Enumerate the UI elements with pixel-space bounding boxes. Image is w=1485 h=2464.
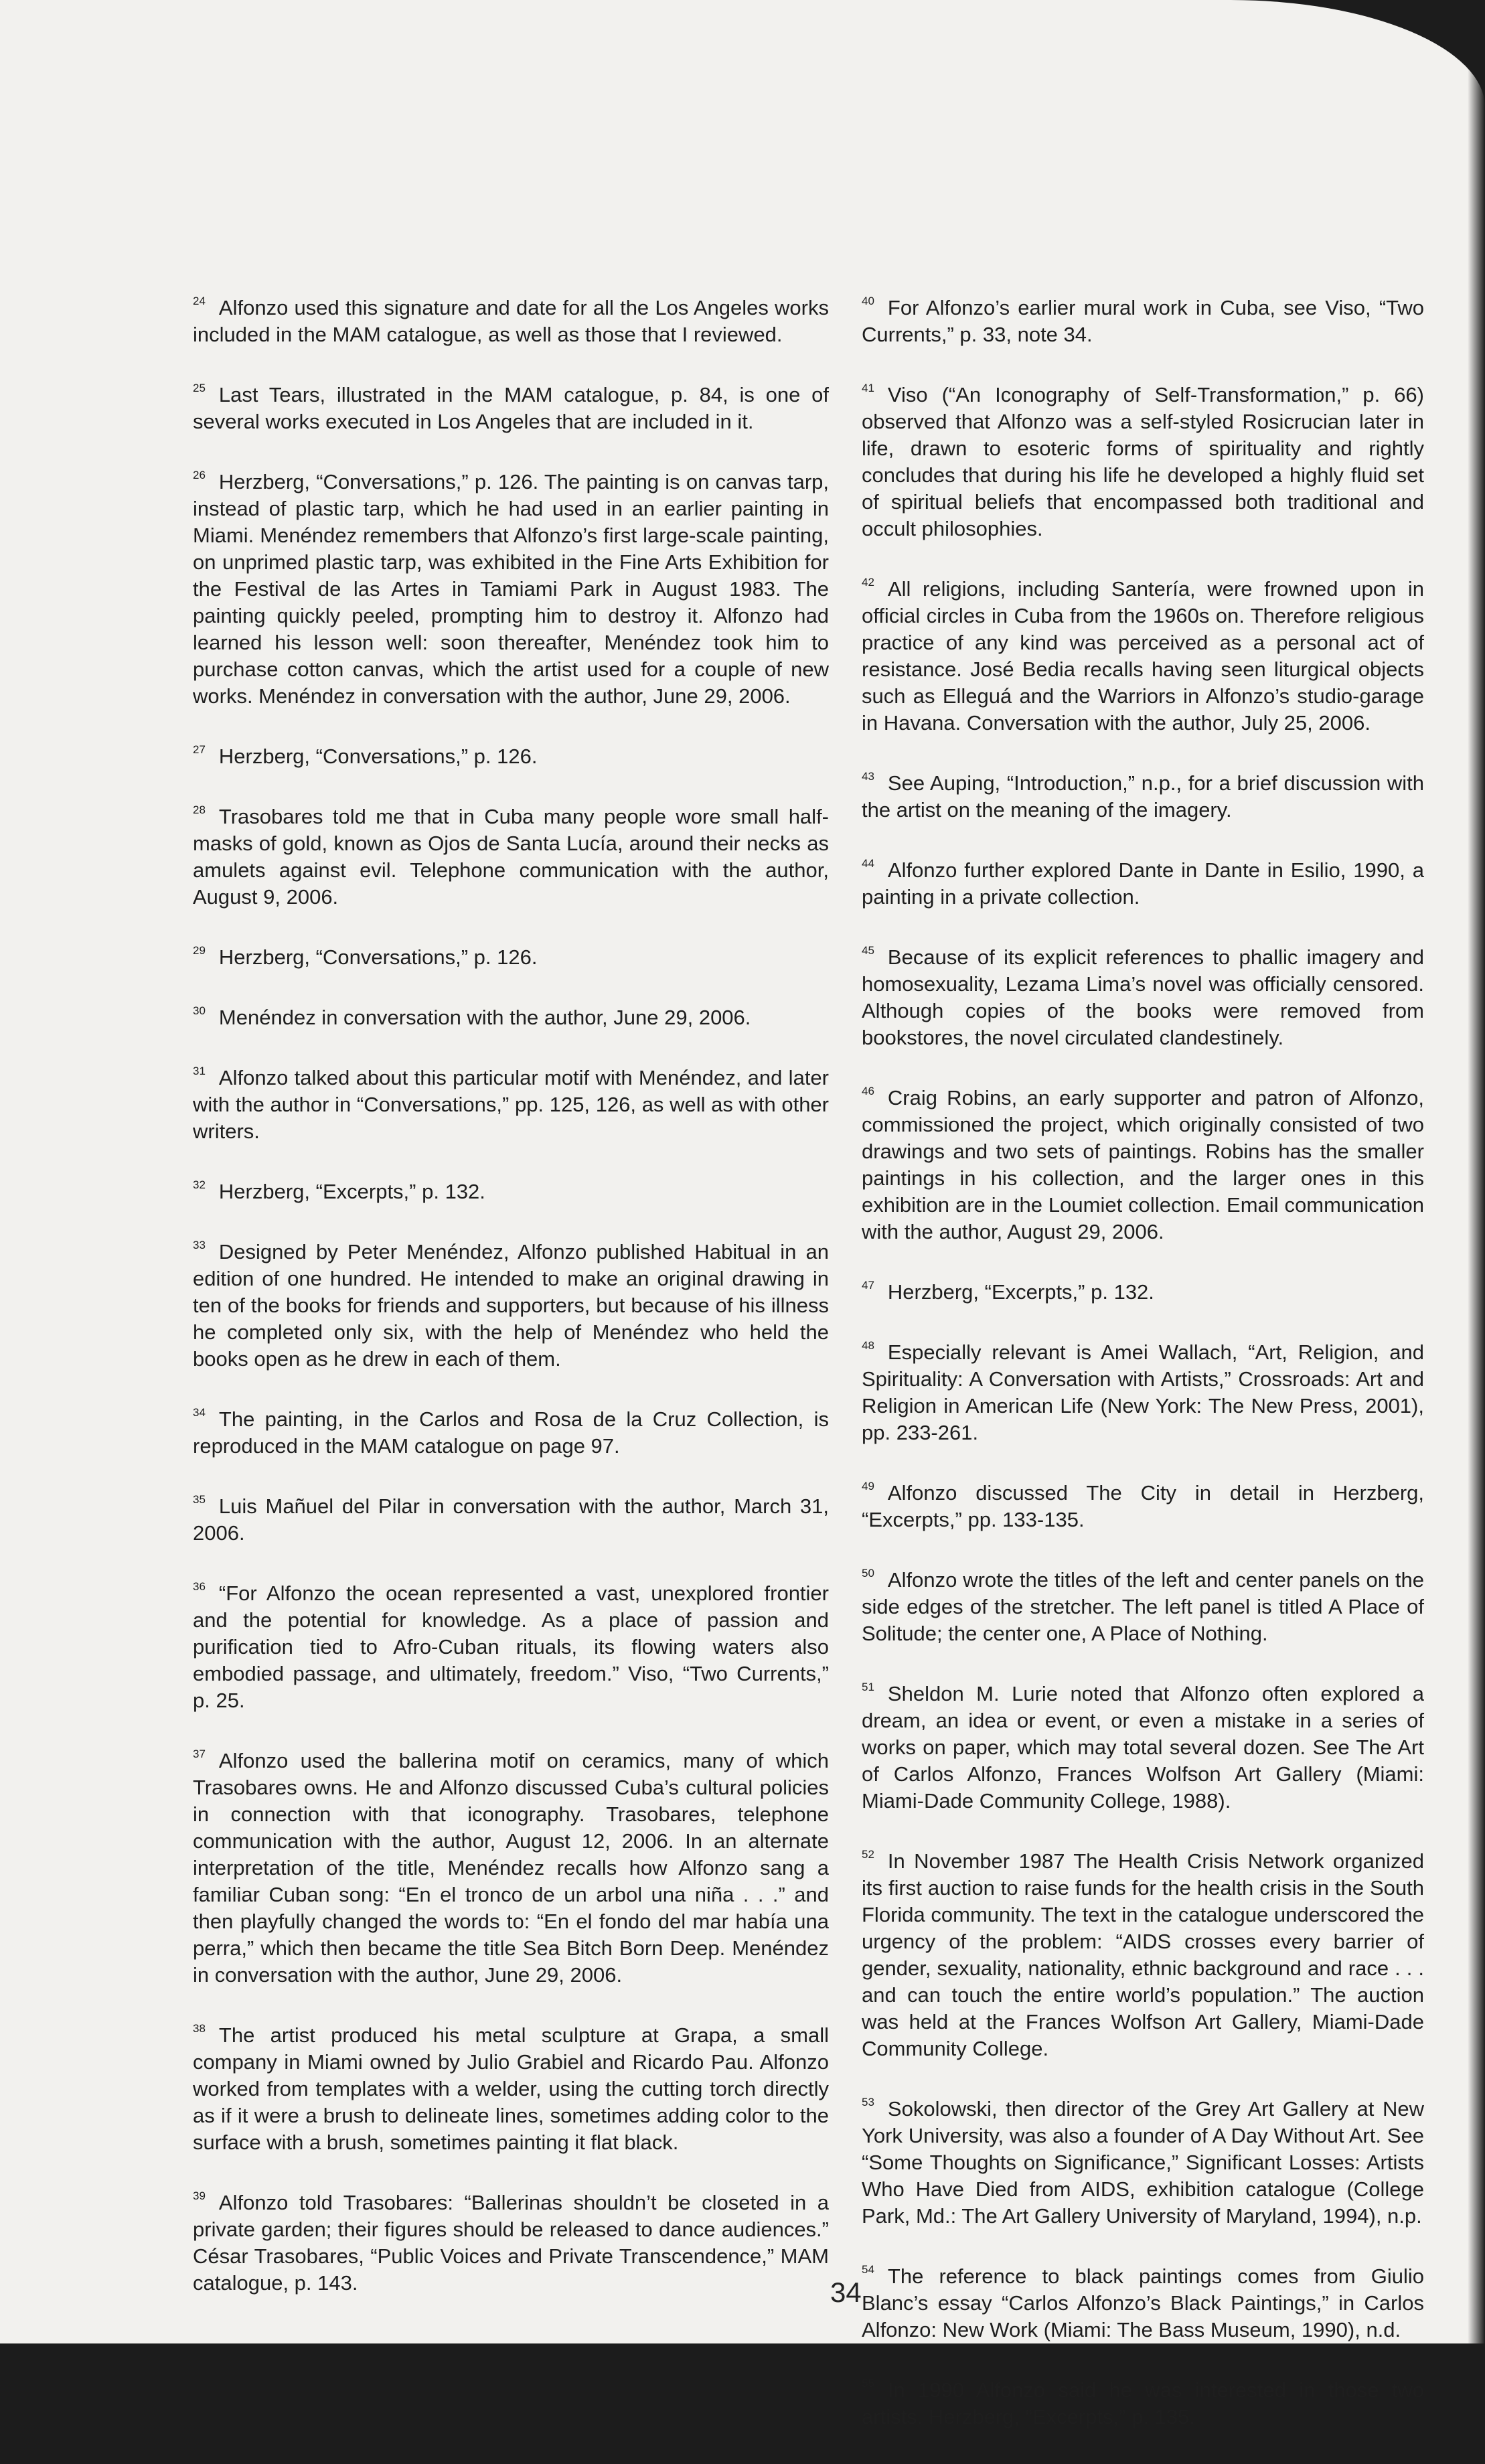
endnote-number: 24 (193, 295, 206, 307)
endnote-text: Trasobares told me that in Cuba many people wore small half-masks of gold, known as Ojos de Santa Lucía, around their necks as amulets against evil. Telephone communication with the author, August 9, 2006. (193, 805, 829, 909)
endnote-text: See Auping, “Introduction,” n.p., for a brief discussion with the artist on the meaning of the imagery. (862, 771, 1424, 822)
endnote-text: Alfonzo talked about this particular motif with Menéndez, and later with the author in “Conversations,” pp. 125, 126, as well as with other writers. (193, 1066, 829, 1143)
endnote-number: 27 (193, 743, 206, 756)
endnote-text: The painting, in the Carlos and Rosa de la Cruz Collection, is reproduced in the MAM catalogue on page 97. (193, 1407, 829, 1458)
endnote-36 (193, 1580, 829, 1714)
endnote-text: Luis Mañuel del Pilar in conversation with the author, March 31, 2006. (193, 1494, 829, 1545)
endnote-text: Herzberg, “Excerpts,” p. 132. (218, 1180, 485, 1203)
endnote-53 (862, 2096, 1424, 2230)
endnote-number: 38 (193, 2022, 206, 2035)
endnote-text: Alfonzo wrote the titles of the left and center panels on the side edges of the stretcher. The left panel is titled A Place of Solitude; the center one, A Place of Nothing. (862, 1568, 1424, 1645)
endnote-number: 52 (862, 1848, 874, 1861)
endnote-number: 29 (193, 944, 206, 957)
endnote-55 (862, 2377, 1424, 2431)
endnote-45 (862, 944, 1424, 1051)
endnote-text: Last Tears, illustrated in the MAM catalogue, p. 84, is one of several works executed in Los Angeles that are included in it. (193, 383, 829, 433)
endnote-text: Alfonzo further explored Dante in Dante in Esilio, 1990, a painting in a private collection. (862, 858, 1424, 909)
endnote-text: Designed by Peter Menéndez, Alfonzo published Habitual in an edition of one hundred. He intended to make an original drawing in ten of the books for friends and supporters, but because of his illness he completed only six, with the help of Menéndez who held the books open as he drew in each of them. (193, 1240, 829, 1371)
endnote-number: 25 (193, 382, 206, 394)
endnote-number: 31 (193, 1065, 206, 1077)
endnote-35 (193, 1493, 829, 1547)
endnote-28 (193, 803, 829, 911)
endnote-25 (193, 382, 829, 435)
endnote-number: 55 (862, 2377, 874, 2390)
endnote-number: 37 (193, 1748, 206, 1760)
endnote-46 (862, 1085, 1424, 1245)
endnote-52 (862, 1848, 1424, 2062)
endnote-42 (862, 576, 1424, 737)
endnote-33 (193, 1239, 829, 1373)
endnote-number: 42 (862, 576, 874, 589)
endnote-text: In 1990 Alfonzo said he was interested in those two artists. Herzberg, “Excerpts,” p. 135. (862, 2378, 1424, 2429)
endnote-text: Herzberg, “Conversations,” p. 126. The painting is on canvas tarp, instead of plastic tarp, which he had used in an earlier painting in Miami. Menéndez remembers that Alfonzo’s first large-scale painting, on unprimed plastic tarp, was exhibited in the Fine Arts Exhibition for the Festival de las Artes in Tamiami Park in August 1983. The painting quickly peeled, prompting him to destroy it. Alfonzo had learned his lesson well: soon thereafter, Menéndez took him to purchase cotton canvas, which the artist used for a couple of new works. Menéndez in conversation with the author, June 29, 2006. (193, 470, 829, 708)
endnote-number: 33 (193, 1239, 206, 1251)
endnote-number: 39 (193, 2189, 206, 2202)
endnote-text: Viso (“An Iconography of Self-Transformation,” p. 66) observed that Alfonzo was a self-styled Rosicrucian later in life, drawn to esoteric forms of spirituality and rightly concludes that during his life he developed a highly fluid set of spiritual beliefs that encompassed both traditional and occult philosophies. (862, 383, 1424, 540)
endnote-text: Alfonzo used this signature and date for all the Los Angeles works included in the MAM catalogue, as well as those that I reviewed. (193, 296, 829, 346)
endnote-38 (193, 2022, 829, 2156)
endnote-text: The artist produced his metal sculpture at Grapa, a small company in Miami owned by Julio Grabiel and Ricardo Pau. Alfonzo worked from templates with a welder, using the cutting torch directly as if it were a brush to delineate lines, sometimes adding color to the surface with a brush, sometimes painting it flat black. (193, 2023, 829, 2154)
endnote-text: Especially relevant is Amei Wallach, “Art, Religion, and Spirituality: A Conversation with Artists,” Crossroads: Art and Religion in American Life (New York: The New Press, 2001), pp. 233-261. (862, 1340, 1424, 1444)
endnote-text: “For Alfonzo the ocean represented a vast, unexplored frontier and the potential for knowledge. As a place of passion and purification tied to Afro-Cuban rituals, its flowing waters also embodied passage, and ultimately, freedom.” Viso, “Two Currents,” p. 25. (193, 1582, 829, 1712)
endnote-text: Craig Robins, an early supporter and patron of Alfonzo, commissioned the project, which originally consisted of two drawings and two sets of paintings. Robins has the smaller paintings in his collection, and the larger ones in this exhibition are in the Loumiet collection. Email communication with the author, August 29, 2006. (862, 1086, 1424, 1243)
endnote-30 (193, 1004, 829, 1031)
endnote-number: 30 (193, 1004, 206, 1017)
endnote-text: Herzberg, “Conversations,” p. 126. (218, 945, 538, 969)
endnote-number: 50 (862, 1567, 874, 1580)
endnote-49 (862, 1480, 1424, 1533)
endnote-41 (862, 382, 1424, 542)
endnote-number: 35 (193, 1493, 206, 1506)
endnote-27 (193, 743, 829, 770)
endnote-24 (193, 295, 829, 348)
endnote-text: Sokolowski, then director of the Grey Art Gallery at New York University, was also a founder of A Day Without Art. See “Some Thoughts on Significance,” Significant Losses: Artists Who Have Died from AIDS, exhibition catalogue (College Park, Md.: The Art Gallery University of Maryland, 1994), n.p. (862, 2097, 1424, 2228)
endnote-31 (193, 1065, 829, 1145)
endnote-26 (193, 469, 829, 710)
endnote-text: All religions, including Santería, were frowned upon in official circles in Cuba from the 1960s on. Therefore religious practice of any kind was perceived as a personal act of resistance. José Bedia recalls having seen liturgical objects such as Elleguá and the Warriors in Alfonzo’s studio-garage in Havana. Conversation with the author, July 25, 2006. (862, 577, 1424, 735)
endnote-number: 43 (862, 770, 874, 783)
endnote-43 (862, 770, 1424, 824)
endnote-text: In November 1987 The Health Crisis Network organized its first auction to raise funds for the health crisis in the South Florida community. The text in the catalogue underscored the urgency of the problem: “AIDS crosses every barrier of gender, sexuality, nationality, ethnic background and race . . . and can touch the entire world’s population.” The auction was held at the Frances Wolfson Art Gallery, Miami-Dade Community College. (862, 1849, 1424, 2060)
notes-column-right (862, 295, 1424, 2464)
endnote-number: 54 (862, 2263, 874, 2276)
endnote-48 (862, 1339, 1424, 1446)
endnote-number: 49 (862, 1480, 874, 1492)
endnote-50 (862, 1567, 1424, 1647)
endnote-number: 48 (862, 1339, 874, 1352)
endnote-37 (193, 1748, 829, 1989)
endnote-number: 28 (193, 803, 206, 816)
endnote-number: 45 (862, 944, 874, 957)
endnote-number: 53 (862, 2096, 874, 2108)
endnote-text: For Alfonzo’s earlier mural work in Cuba, see Viso, “Two Currents,” p. 33, note 34. (862, 296, 1424, 346)
endnote-40 (862, 295, 1424, 348)
endnote-number: 36 (193, 1580, 206, 1593)
endnote-32 (193, 1178, 829, 1205)
endnote-text: Herzberg, “Excerpts,” p. 132. (887, 1280, 1154, 1304)
page-edge-shadow (1468, 0, 1485, 2343)
endnote-number: 34 (193, 1406, 206, 1419)
endnote-number: 26 (193, 469, 206, 481)
endnote-54 (862, 2263, 1424, 2343)
endnote-number: 51 (862, 1681, 874, 1693)
endnote-text: Menéndez in conversation with the author, June 29, 2006. (218, 1006, 751, 1029)
endnote-text: Alfonzo told Trasobares: “Ballerinas shouldn’t be closeted in a private garden; their figures should be released to dance audiences.” César Trasobares, “Public Voices and Private Transcendence,” MAM catalogue, p. 143. (193, 2191, 829, 2295)
endnote-text: Alfonzo discussed The City in detail in Herzberg, “Excerpts,” pp. 133-135. (862, 1481, 1424, 1531)
endnote-47 (862, 1279, 1424, 1306)
endnote-text: Herzberg, “Conversations,” p. 126. (218, 745, 538, 768)
endnote-34 (193, 1406, 829, 1460)
notes-column-left (193, 295, 829, 2330)
endnote-text: Alfonzo used the ballerina motif on ceramics, many of which Trasobares owns. He and Alfonzo discussed Cuba’s cultural policies in connection with that iconography. Trasobares, telephone communication with the author, August 12, 2006. In an alternate interpretation of the title, Menéndez recalls how Alfonzo sang a familiar Cuban song: “En el tronco de un arbol una niña . . .” and then playfully changed the words to: “En el fondo del mar había una perra,” which then became the title Sea Bitch Born Deep. Menéndez in conversation with the author, June 29, 2006. (193, 1749, 829, 1987)
endnote-44 (862, 857, 1424, 911)
endnote-number: 46 (862, 1085, 874, 1097)
endnote-number: 32 (193, 1178, 206, 1191)
endnote-number: 41 (862, 382, 874, 394)
endnote-number: 40 (862, 295, 874, 307)
endnote-text: Sheldon M. Lurie noted that Alfonzo often explored a dream, an idea or event, or even a mistake in a series of works on paper, which may total several dozen. See The Art of Carlos Alfonzo, Frances Wolfson Art Gallery (Miami: Miami-Dade Community College, 1988). (862, 1682, 1424, 1813)
endnote-number: 47 (862, 1279, 874, 1292)
endnote-text: The reference to black paintings comes from Giulio Blanc’s essay “Carlos Alfonzo’s Black Paintings,” in Carlos Alfonzo: New Work (Miami: The Bass Museum, 1990), n.d. (862, 2264, 1424, 2341)
endnote-39 (193, 2189, 829, 2297)
endnote-text: Because of its explicit references to phallic imagery and homosexuality, Lezama Lima’s novel was officially censored. Although copies of the books were removed from bookstores, the novel circulated clandestinely. (862, 945, 1424, 1049)
endnote-51 (862, 1681, 1424, 1815)
endnote-number: 44 (862, 857, 874, 870)
endnote-29 (193, 944, 829, 971)
page-number: 34 (830, 2277, 862, 2308)
